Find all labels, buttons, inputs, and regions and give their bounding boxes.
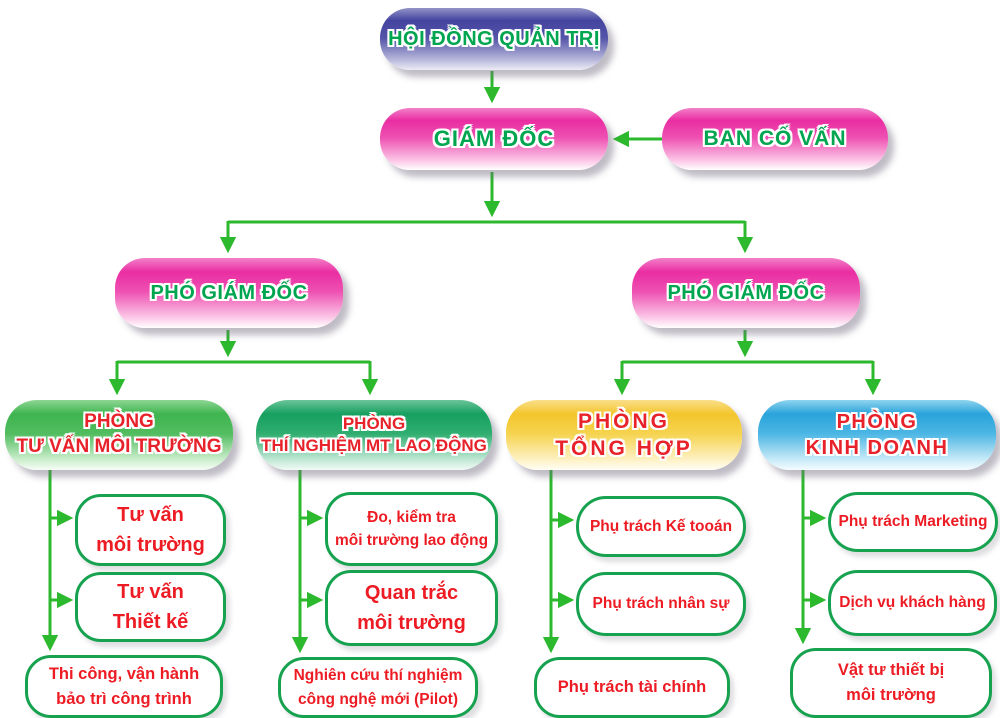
leaf-line: Vật tư thiết bị (837, 661, 945, 680)
dept-label-line1: PHÒNG (836, 411, 918, 433)
leaf-line: bảo trì công trình (56, 689, 192, 708)
dept-label-line2: TỔNG HỢP (555, 437, 693, 460)
leaf-tu-van-moi-truong (75, 494, 226, 566)
leaf-line: Quan trắc (364, 582, 459, 604)
leaf-line: Phụ trách nhân sự (592, 595, 730, 613)
leaf-line: Thi công, vận hành (48, 664, 200, 683)
leaf-thi-cong-van-hanh (25, 655, 223, 718)
dept-kinh-doanh (758, 400, 996, 470)
leaf-tu-van-thiet-ke (75, 572, 226, 642)
leaf-line: công nghệ mới (Pilot) (298, 690, 458, 708)
leaf-line: môi trường (846, 686, 936, 704)
dept-label-line2: THÍ NGHIỆM MT LAO ĐỘNG (261, 436, 487, 455)
leaf-vat-tu-thiet-bi (790, 648, 992, 718)
leaf-do-kiem-tra (325, 492, 498, 566)
dept-tu-van-moi-truong (5, 400, 233, 470)
leaf-line: Tư vấn (117, 504, 184, 526)
node-label: BAN CỐ VẤN (703, 127, 847, 151)
leaf-line: môi trường (357, 612, 466, 634)
leaf-line: Tư vấn (117, 581, 184, 603)
leaf-phu-trach-nhan-su (576, 572, 746, 636)
org-node-deputy-director-right (632, 258, 860, 328)
leaf-nghien-cuu-pilot (278, 657, 478, 718)
dept-label-line2: KINH DOANH (805, 437, 949, 459)
leaf-line: Đo, kiểm tra (367, 508, 456, 526)
org-node-board (380, 8, 608, 70)
dept-tong-hop (506, 400, 742, 470)
dept-label-line1: PHÒNG (84, 411, 154, 433)
leaf-line: Nghiên cứu thí nghiệm (293, 667, 463, 685)
leaf-phu-trach-tai-chinh (534, 657, 730, 718)
dept-label-line1: PHÒNG (577, 409, 670, 433)
leaf-dich-vu-khach-hang (828, 570, 997, 636)
leaf-phu-trach-ke-toan (576, 496, 746, 557)
org-node-director (380, 108, 608, 170)
node-label: GIÁM ĐỐC (433, 125, 555, 151)
leaf-line: Dịch vụ khách hàng (839, 594, 986, 612)
org-node-advisory-board (662, 108, 888, 170)
dept-thi-nghiem-mt-lao-dong (256, 400, 492, 470)
leaf-phu-trach-marketing (828, 492, 998, 552)
dept-label-line2: TƯ VẤN MÔI TRƯỜNG (16, 436, 222, 457)
node-label: PHÓ GIÁM ĐỐC (667, 282, 825, 304)
node-label: PHÓ GIÁM ĐỐC (150, 282, 308, 304)
leaf-line: Thiết kế (112, 611, 189, 633)
leaf-line: Phụ trách Kế tooán (589, 517, 733, 535)
dept-label-line1: PHÒNG (342, 413, 406, 433)
node-label: HỘI ĐỒNG QUẢN TRỊ (388, 28, 600, 50)
leaf-quan-trac-moi-truong (325, 570, 498, 646)
org-node-deputy-director-left (115, 258, 343, 328)
leaf-line: môi trường (96, 534, 205, 556)
leaf-line: môi trường lao động (334, 532, 489, 549)
leaf-line: Phụ trách tài chính (557, 678, 707, 697)
leaf-line: Phụ trách Marketing (838, 513, 988, 531)
